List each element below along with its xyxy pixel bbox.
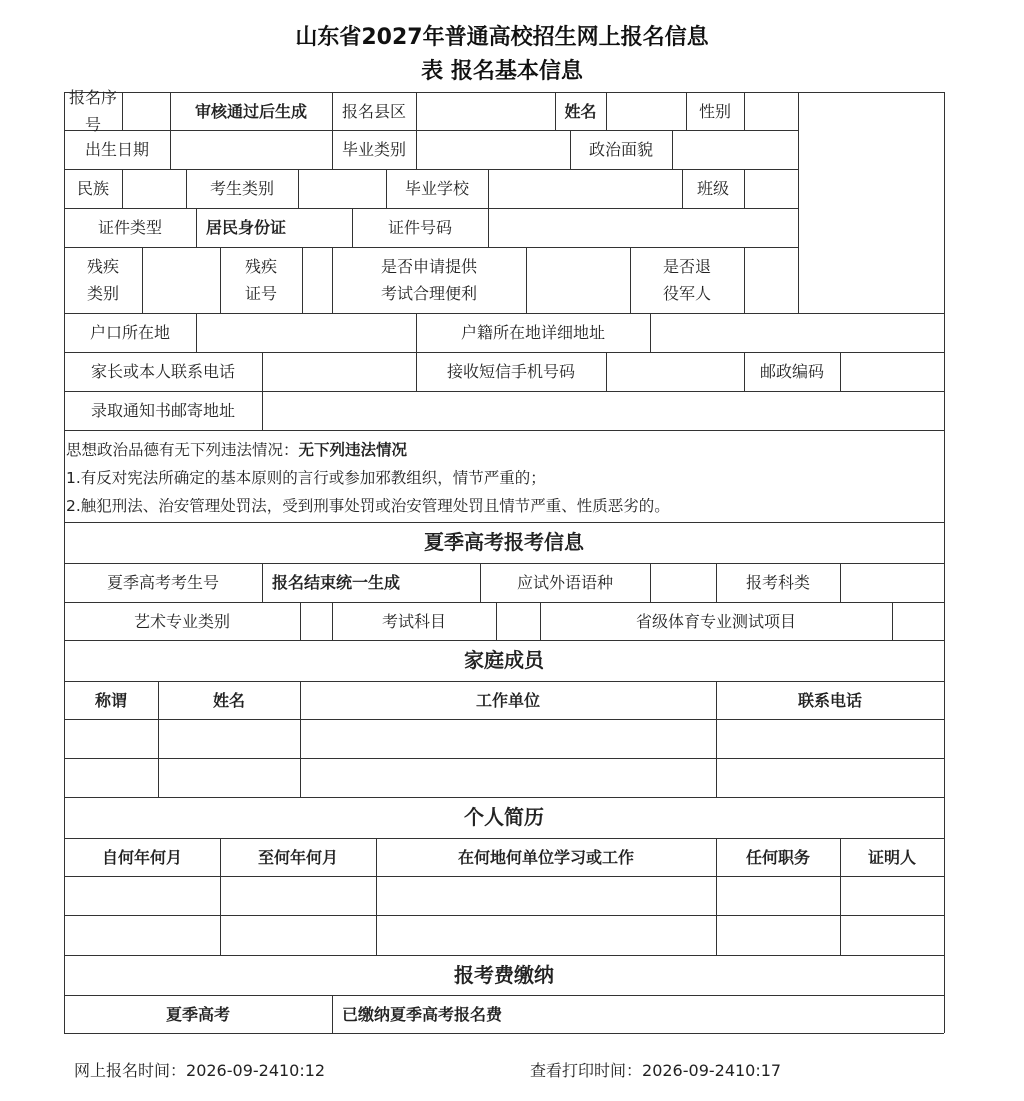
art-major-label: 艺术专业类别 bbox=[133, 611, 230, 631]
print-time bbox=[530, 1058, 781, 1081]
table-rule bbox=[488, 169, 489, 208]
table-rule bbox=[744, 169, 745, 208]
veteran-label: 是否退 役军人 bbox=[662, 257, 711, 303]
moral-item-1: 1.有反对宪法所确定的基本原则的言行或参加邪教组织，情节严重的； bbox=[66, 469, 546, 487]
table-rule bbox=[840, 563, 841, 602]
table-rule bbox=[798, 92, 799, 313]
page-subtitle: 表 报名基本信息 bbox=[421, 59, 583, 84]
table-rule bbox=[64, 758, 944, 759]
table-rule bbox=[840, 352, 841, 391]
moral-statement bbox=[66, 436, 942, 520]
fee-heading: 报考费缴纳 bbox=[454, 962, 554, 987]
resume-column-header: 证明人 bbox=[867, 847, 916, 867]
table-rule bbox=[298, 169, 299, 208]
table-rule bbox=[64, 1033, 944, 1034]
moral-answer: 无下列违法情况 bbox=[298, 441, 408, 459]
disability-type-label: 残疾 类别 bbox=[86, 257, 119, 303]
hukou-address-label: 户籍所在地详细地址 bbox=[460, 323, 605, 342]
id-type-label: 证件类型 bbox=[97, 218, 162, 237]
name-label: 姓名 bbox=[564, 101, 597, 121]
table-rule bbox=[944, 92, 945, 1033]
moral-item-2: 2.触犯刑法、治安管理处罚法，受到刑事处罚或治安管理处罚且情节严重、性质恶劣的。 bbox=[66, 497, 670, 515]
table-rule bbox=[672, 130, 673, 169]
hukou-label: 户口所在地 bbox=[89, 323, 170, 342]
family-column-header: 工作单位 bbox=[475, 690, 540, 710]
table-rule bbox=[744, 247, 745, 313]
accommodation-label: 是否申请提供 考试合理便利 bbox=[380, 257, 477, 303]
table-rule bbox=[122, 169, 123, 208]
table-rule bbox=[64, 876, 944, 877]
table-rule bbox=[488, 208, 489, 247]
table-rule bbox=[526, 247, 527, 313]
table-rule bbox=[496, 602, 497, 640]
id-number-label: 证件号码 bbox=[387, 218, 452, 237]
resume-column-header: 至何年何月 bbox=[257, 847, 338, 867]
disability-number-label: 残疾 证号 bbox=[244, 257, 277, 303]
page-title: 山东省2027年普通高校招生网上报名信息 bbox=[295, 25, 709, 50]
serial-label: 报名序号 bbox=[68, 88, 117, 134]
table-rule bbox=[196, 313, 197, 352]
id-type-value: 居民身份证 bbox=[206, 218, 287, 237]
table-rule bbox=[744, 92, 745, 130]
table-rule bbox=[302, 247, 303, 313]
table-rule bbox=[122, 92, 123, 130]
exam-subjects-label: 考试科目 bbox=[381, 611, 446, 631]
political-status-label: 政治面貌 bbox=[588, 140, 653, 159]
county-label: 报名县区 bbox=[341, 101, 406, 121]
table-rule bbox=[892, 602, 893, 640]
birth-date-label: 出生日期 bbox=[84, 140, 149, 159]
fee-value: 已缴纳夏季高考报名费 bbox=[342, 1004, 503, 1024]
foreign-language-label: 应试外语语种 bbox=[516, 573, 613, 592]
table-rule bbox=[650, 313, 651, 352]
family-heading: 家庭成员 bbox=[464, 648, 544, 672]
resume-column-header: 自何年何月 bbox=[101, 847, 182, 867]
resume-column-header: 在何地何单位学习或工作 bbox=[457, 847, 634, 867]
resume-column-header: 任何职务 bbox=[745, 847, 810, 867]
candidate-type-label: 考生类别 bbox=[209, 179, 274, 198]
table-rule bbox=[64, 130, 798, 131]
moral-question: 思想政治品德有无下列违法情况： bbox=[66, 441, 299, 459]
gender-label: 性别 bbox=[698, 101, 731, 121]
table-rule bbox=[64, 719, 944, 720]
serial-value: 审核通过后生成 bbox=[194, 101, 307, 121]
postcode-label: 邮政编码 bbox=[759, 362, 824, 381]
table-rule bbox=[416, 130, 417, 169]
table-rule bbox=[262, 391, 263, 430]
subject-type-label: 报考科类 bbox=[745, 573, 810, 592]
graduation-type-label: 毕业类别 bbox=[341, 140, 406, 159]
summer-exam-heading: 夏季高考报考信息 bbox=[424, 530, 584, 554]
table-rule bbox=[170, 130, 171, 169]
resume-heading: 个人简历 bbox=[464, 805, 544, 829]
table-rule bbox=[798, 313, 944, 314]
family-column-header: 姓名 bbox=[212, 690, 245, 710]
table-rule bbox=[606, 352, 607, 391]
family-column-header: 称谓 bbox=[94, 690, 127, 710]
print-time-label: 查看打印时间： bbox=[530, 1061, 643, 1080]
contact-phone-label: 家长或本人联系电话 bbox=[90, 362, 235, 381]
table-rule bbox=[64, 430, 944, 431]
online-time-value: 2026-09-2410:12 bbox=[186, 1061, 326, 1080]
sports-test-label: 省级体育专业测试项目 bbox=[635, 611, 796, 631]
summer-exam-number-label: 夏季高考考生号 bbox=[106, 573, 219, 592]
table-rule bbox=[300, 602, 301, 640]
table-rule bbox=[262, 352, 263, 391]
table-rule bbox=[416, 92, 417, 130]
summer-exam-number-value: 报名结束统一生成 bbox=[272, 573, 401, 592]
online-time-label: 网上报名时间： bbox=[74, 1061, 187, 1080]
class-label: 班级 bbox=[696, 179, 729, 198]
school-label: 毕业学校 bbox=[404, 179, 469, 198]
table-rule bbox=[650, 563, 651, 602]
sms-phone-label: 接收短信手机号码 bbox=[446, 362, 575, 381]
mail-address-label: 录取通知书邮寄地址 bbox=[90, 401, 235, 420]
table-rule bbox=[142, 247, 143, 313]
table-rule bbox=[64, 915, 944, 916]
table-rule bbox=[606, 92, 607, 130]
ethnicity-label: 民族 bbox=[76, 179, 109, 198]
fee-label: 夏季高考 bbox=[165, 1004, 230, 1024]
online-registration-time bbox=[74, 1058, 325, 1081]
family-column-header: 联系电话 bbox=[797, 690, 862, 710]
print-time-value: 2026-09-2410:17 bbox=[642, 1061, 782, 1080]
